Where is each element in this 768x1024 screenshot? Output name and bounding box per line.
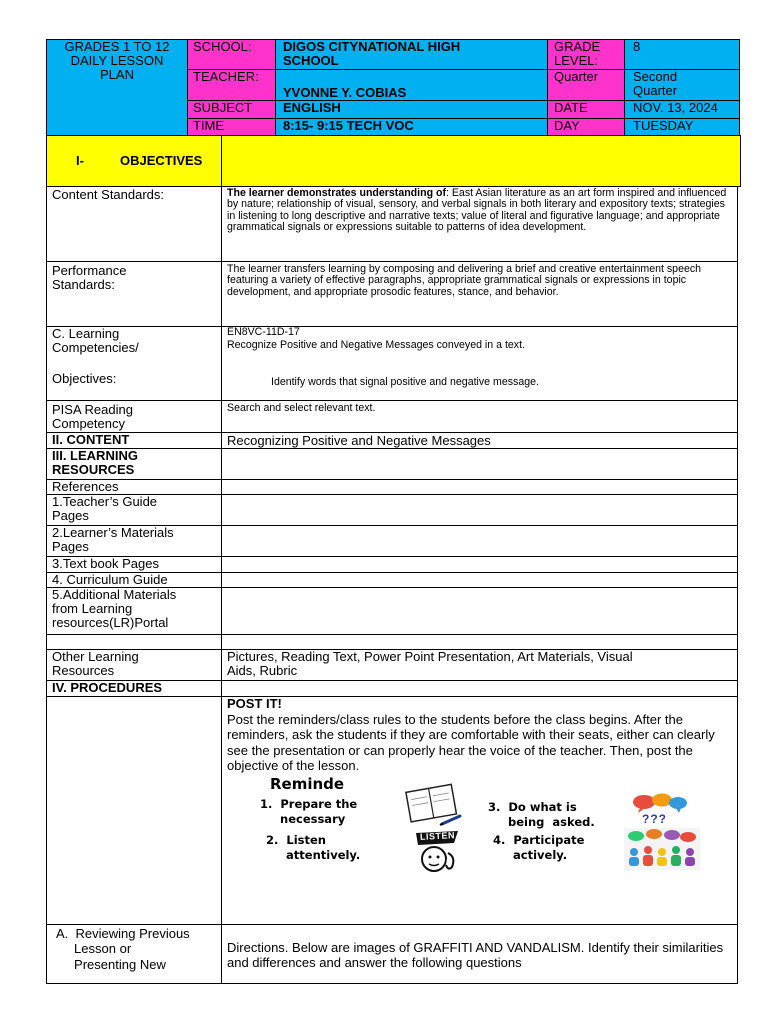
header-subject-label: SUBJECT [193, 100, 253, 115]
row-rule [46, 696, 738, 697]
post-it-title: POST IT! [227, 696, 282, 711]
header-quarter-value: Second Quarter [633, 69, 678, 99]
objectives-divider [221, 135, 222, 187]
competency-text: Recognize Positive and Negative Messages conveyed in a text. [227, 339, 525, 351]
header-time-label: TIME [193, 118, 225, 133]
row-rule [46, 479, 738, 480]
reminder-1: 1. Prepare the necessary [260, 797, 358, 826]
header-teacher-label: TEACHER: [193, 69, 259, 84]
header-grades: GRADES 1 TO 12 DAILY LESSON PLAN [64, 39, 170, 83]
other-resources-text: Pictures, Reading Text, Power Point Presentation, Art Materials, Visual Aids, Rubric [227, 649, 633, 679]
content-standards-lead: The learner demonstrates understanding of [227, 187, 446, 199]
header-subject-value: ENGLISH [283, 100, 341, 115]
textbook-label: 3.Text book Pages [52, 556, 159, 571]
row-rule [46, 634, 738, 635]
row-rule [46, 326, 738, 327]
review-text: Directions. Below are images of GRAFFITI AND VANDALISM. Identify their similarities and differences and answer the following questions [227, 940, 724, 971]
header-teacher-value: YVONNE Y. COBIAS [283, 85, 407, 100]
header-grade-label: GRADE LEVEL: [554, 39, 601, 69]
listen-sign-icon [414, 829, 462, 875]
speech-bubbles-icon [632, 793, 688, 827]
row-rule [46, 924, 738, 925]
reminder-3: 3. Do what is being asked. [488, 800, 595, 829]
review-label: A. Reviewing Previous Lesson or Presenting New [56, 926, 190, 972]
resources-label: III. LEARNING RESOURCES [52, 448, 138, 478]
header-school-label: SCHOOL: [193, 39, 252, 54]
procedures-label: IV. PROCEDURES [52, 680, 163, 695]
row-rule [46, 261, 738, 262]
competencies-label: C. Learning Competencies/ [52, 326, 139, 356]
learners-materials-label: 2.Learner’s Materials Pages [52, 525, 174, 555]
reminders-title: Reminde [270, 775, 345, 793]
competency-objective: Identify words that signal positive and negative message. [271, 376, 539, 388]
header-day-label: DAY [554, 118, 580, 133]
other-resources-label: Other Learning Resources [52, 649, 139, 679]
header-school-value: DIGOS CITYNATIONAL HIGH SCHOOL [283, 39, 461, 69]
objectives-title: OBJECTIVES [120, 153, 203, 168]
pisa-label: PISA Reading Competency [52, 402, 133, 432]
row-rule [46, 448, 738, 449]
header-grade-value-cell [624, 39, 740, 70]
content-standards-text [227, 188, 729, 234]
pisa-text: Search and select relevant text. [227, 402, 376, 414]
references-label: References [52, 479, 119, 494]
performance-standards-label: Performance Standards: [52, 263, 127, 293]
header-day-value: TUESDAY [633, 118, 694, 133]
group-discussion-icon [624, 828, 700, 870]
objectives-label: Objectives: [52, 371, 117, 386]
header-time-value: 8:15- 9:15 TECH VOC [283, 118, 414, 133]
reminder-2: 2. Listen attentively. [266, 833, 361, 862]
content-text: Recognizing Positive and Negative Messages [227, 433, 491, 448]
main-table-column-divider [221, 186, 222, 984]
curriculum-label: 4. Curriculum Guide [52, 572, 168, 587]
post-it-text: Post the reminders/class rules to the students before the class begins. After the reminders, ask the students if they are comfortable with their seats, either can clearly see the presentation or can properly hear the voice of the teacher. Then, post the objective of the lesson. [227, 712, 715, 773]
notebook-pen-icon [402, 782, 466, 828]
row-rule [46, 400, 738, 401]
performance-standards-text: The learner transfers learning by composing and delivering a brief and creative entertainment speech featuring a variety of effective paragraphs, appropriate grammatical signals or expressions in topic development, and appropriate prosodic features, stance, and behavior. [227, 263, 702, 298]
header-date-value: NOV. 13, 2024 [633, 100, 718, 115]
reminder-4: 4. Participate actively. [493, 833, 585, 862]
header-grade-value: 8 [633, 39, 641, 54]
header-quarter-label: Quarter [554, 69, 599, 84]
listen-sign-text: LISTEN [419, 830, 456, 842]
additional-materials-label: 5.Additional Materials from Learning resources(LR)Portal [52, 587, 177, 631]
teachers-guide-label: 1.Teacher’s Guide Pages [52, 494, 158, 524]
competency-code: EN8VC-11D-17 [227, 326, 300, 338]
content-label: II. CONTENT [52, 432, 130, 447]
objectives-numeral: I- [76, 153, 84, 168]
header-date-label: DATE [554, 100, 588, 115]
content-standards-label: Content Standards: [52, 187, 165, 202]
question-marks-text: ??? [642, 812, 667, 826]
content-standards-body: : East Asian literature as an art form inspired and influenced by nature; relationship of visual, sensory, and verbal signals in both literary and expository texts; strategies in listening to long descriptive and narrative texts; value of literal and figurative language; and appropriate grammatical signals or expressions suitable to patterns of idea development. [227, 187, 727, 234]
